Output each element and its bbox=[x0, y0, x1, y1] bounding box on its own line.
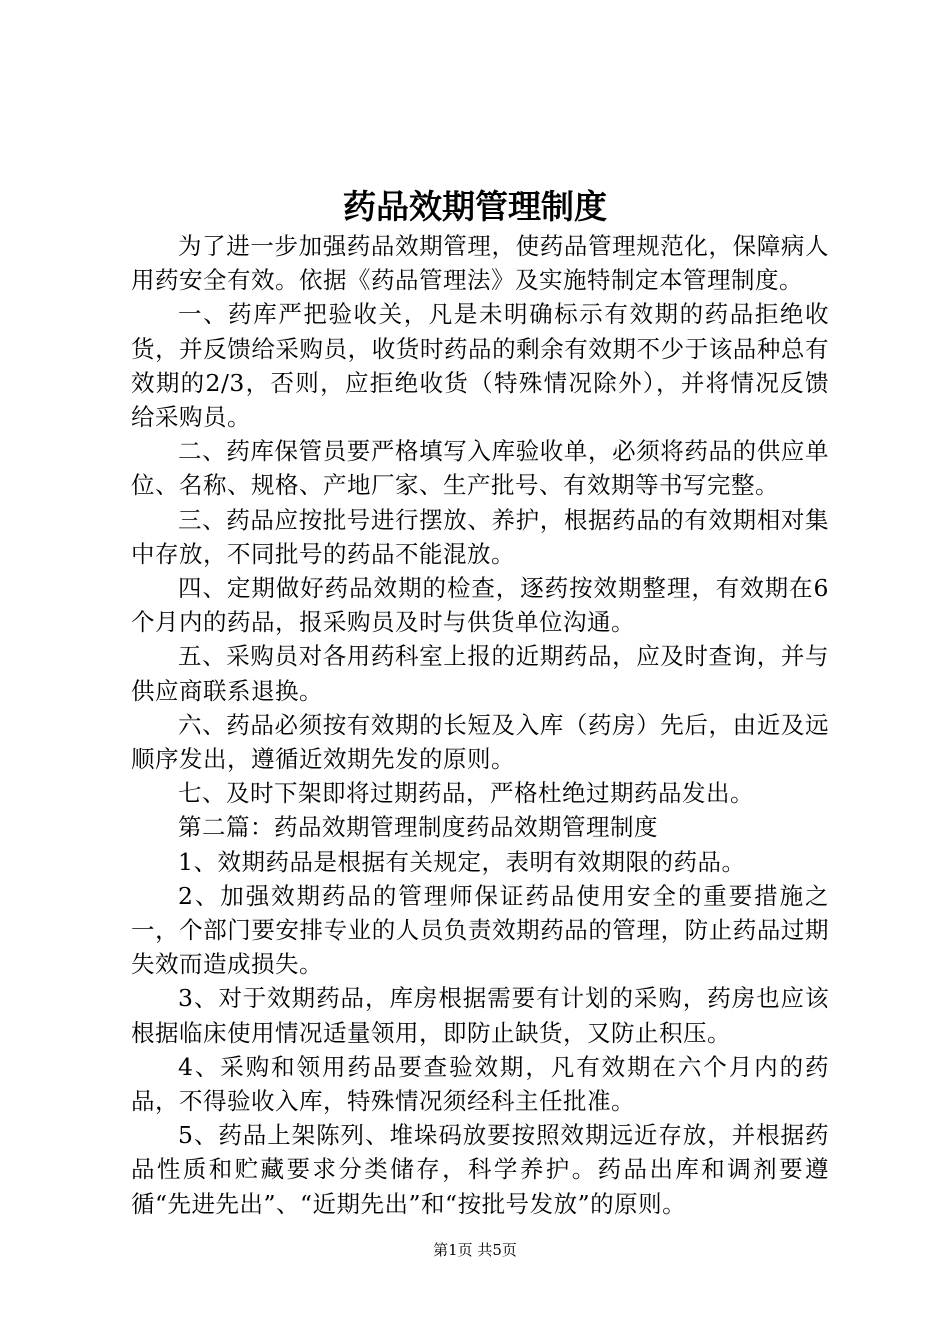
paragraph-rule-3: 三、药品应按批号进行摆放、养护，根据药品的有效期相对集中存放，不同批号的药品不能混放。 bbox=[131, 505, 829, 568]
paragraph-item-4: 4、采购和领用药品要查验效期，凡有效期在六个月内的药品，不得验收入库，特殊情况须经科主任批准。 bbox=[131, 1052, 829, 1116]
paragraph-item-1: 1、效期药品是根据有关规定，表明有效期限的药品。 bbox=[178, 847, 746, 876]
page-number-footer: 第1页 共5页 bbox=[433, 1241, 517, 1259]
paragraph-rule-7: 七、及时下架即将过期药品，严格杜绝过期药品发出。 bbox=[178, 779, 754, 808]
paragraph-rule-6: 六、药品必须按有效期的长短及入库（药房）先后，由近及远顺序发出，遵循近效期先发的原则。 bbox=[131, 710, 829, 774]
document-title: 药品效期管理制度 bbox=[343, 187, 607, 226]
paragraph-item-5: 5、药品上架陈列、堆垛码放要按照效期远近存放，并根据药品性质和贮藏要求分类储存，科学养护。药品出库和调剂要遵循“先进先出”、“近期先出”和“按批号发放”的原则。 bbox=[131, 1121, 829, 1218]
paragraph-rule-1: 一、药库严把验收关，凡是未明确标示有效期的药品拒绝收货，并反馈给采购员，收货时药品的剩余有效期不少于该品种总有效期的2/3，否则，应拒绝收货（特殊情况除外），并将情况反馈给采购员。 bbox=[131, 300, 829, 432]
paragraph-intro: 为了进一步加强药品效期管理，使药品管理规范化，保障病人用药安全有效。依据《药品管理法》及实施特制定本管理制度。 bbox=[131, 232, 829, 295]
document-body bbox=[131, 229, 829, 1221]
paragraph-item-3: 3、对于效期药品，库房根据需要有计划的采购，药房也应该根据临床使用情况适量领用，即防止缺货，又防止积压。 bbox=[131, 984, 829, 1047]
paragraph-rule-5: 五、采购员对各用药科室上报的近期药品，应及时查询，并与供应商联系退换。 bbox=[131, 642, 829, 705]
paragraph-item-2: 2、加强效期药品的管理师保证药品使用安全的重要措施之一，个部门要安排专业的人员负责效期药品的管理，防止药品过期失效而造成损失。 bbox=[131, 881, 829, 979]
paragraph-rule-2: 二、药库保管员要严格填写入库验收单，必须将药品的供应单位、名称、规格、产地厂家、生产批号、有效期等书写完整。 bbox=[131, 437, 829, 500]
section-heading-part-2: 第二篇：药品效期管理制度药品效期管理制度 bbox=[178, 813, 658, 842]
paragraph-rule-4: 四、定期做好药品效期的检查，逐药按效期整理，有效期在6个月内的药品，报采购员及时与供货单位沟通。 bbox=[131, 574, 829, 637]
